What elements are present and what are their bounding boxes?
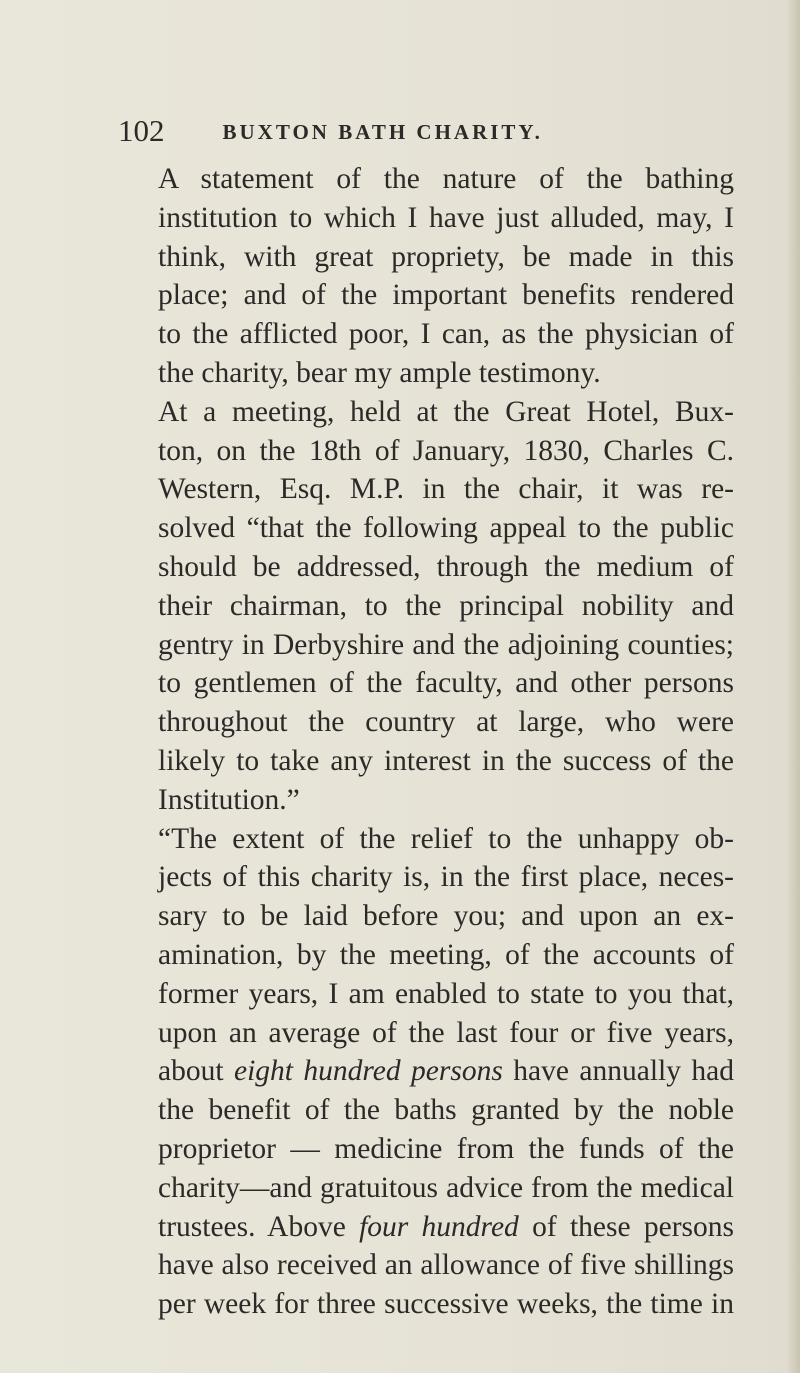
page-number: 102 [118,113,165,148]
running-title: BUXTON BATH CHARITY. [222,120,543,144]
text-line: institution to which I have just alluded, may, I [158,201,734,234]
italic-phrase: eight hundred persons [233,1055,503,1088]
text-line: former years, I am enabled to state to you that, [158,977,734,1010]
text-line: Institution.” [158,783,300,816]
text-line: ton, on the 18th of January, 1830, Charles C. [158,434,734,467]
text-line: gentry in Derbyshire and the adjoining counties; [158,628,734,661]
text-line [118,1052,734,1091]
text-line: Western, Esq. M.P. in the chair, it was re- [158,473,734,506]
running-header [118,113,738,148]
text-line: have also received an allowance of five shillings [158,1249,734,1282]
text-line: At a meeting, held at the Great Hotel, Bux- [158,395,734,428]
body-text [118,160,734,1324]
text-line: upon an average of the last four or five years, [158,1016,734,1049]
italic-phrase: four hundred [359,1210,519,1243]
text-line: A statement of the nature of the bathing [158,163,734,195]
text-segment: of these persons [518,1210,734,1243]
text-segment: about [158,1055,234,1088]
text-line: think, with great propriety, be made in this [158,240,734,273]
text-line: to the afflicted poor, I can, as the physician of [158,318,734,351]
text-line: likely to take any interest in the success of the [158,744,734,777]
text-line: “The extent of the relief to the unhappy ob- [158,822,734,855]
text-segment: trustees. Above [158,1210,360,1243]
text-line: solved “that the following appeal to the public [158,512,734,545]
paragraph-2 [118,393,734,820]
text-line: amination, by the meeting, of the accounts of [158,938,734,971]
text-line: per week for three successive weeks, the time in [158,1288,734,1321]
paragraph-1 [118,160,734,393]
text-line: should be addressed, through the medium of [158,550,734,583]
text-line: their chairman, to the principal nobility and [158,589,734,622]
text-segment: have annually had [502,1055,734,1088]
text-line: place; and of the important benefits rendered [158,279,734,312]
text-line: proprietor — medicine from the funds of the [158,1132,734,1165]
page-edge-shadow [786,0,800,1373]
text-line: jects of this charity is, in the first place, neces- [158,861,734,894]
text-line: to gentlemen of the faculty, and other persons [158,667,734,700]
paragraph-3 [118,820,734,1324]
text-line: the charity, bear my ample testimony. [158,356,601,389]
text-line: sary to be laid before you; and upon an ex- [158,900,734,933]
text-line [118,1208,734,1247]
text-line: throughout the country at large, who were [158,706,734,739]
text-line: the benefit of the baths granted by the noble [158,1094,734,1127]
text-line: charity—and gratuitous advice from the medical [158,1171,734,1204]
